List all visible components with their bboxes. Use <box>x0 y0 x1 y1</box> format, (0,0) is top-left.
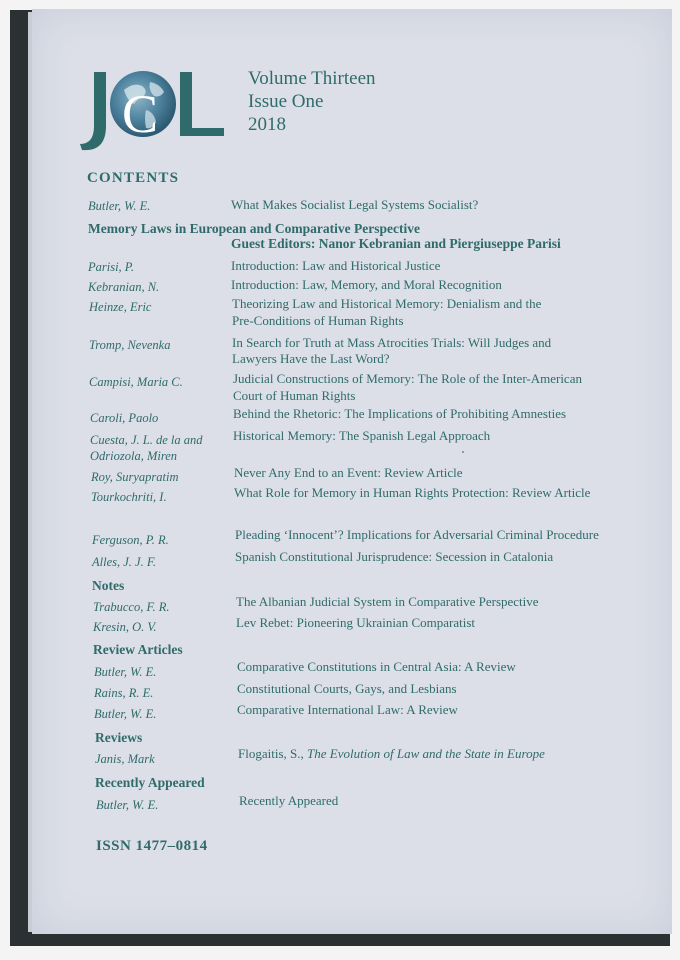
entry-author: Butler, W. E. <box>94 665 157 679</box>
entry-title: Lev Rebet: Pioneering Ukrainian Comparatist <box>236 615 475 630</box>
logo-letter-j <box>80 72 106 150</box>
logo-letter-l <box>180 72 224 136</box>
year-label: 2018 <box>248 114 286 135</box>
entry-author: Cuesta, J. L. de la and <box>90 433 203 447</box>
contents-heading: CONTENTS <box>87 170 180 186</box>
entry-title: What Role for Memory in Human Rights Protection: Review Article <box>234 485 591 500</box>
entry-author: Kresin, O. V. <box>93 620 157 634</box>
entry-author: Butler, W. E. <box>88 199 151 213</box>
entry-author: Trabucco, F. R. <box>93 600 170 614</box>
entry-author: Alles, J. J. F. <box>92 555 156 569</box>
guest-editors: Guest Editors: Nanor Kebranian and Piergiuseppe Parisi <box>231 236 561 251</box>
entry-author: Roy, Suryapratim <box>91 470 179 484</box>
logo-letter-c: C <box>122 84 159 144</box>
issn-label: ISSN 1477–0814 <box>96 838 208 854</box>
recently-appeared-heading: Recently Appeared <box>95 775 205 790</box>
entry-author: Butler, W. E. <box>96 798 159 812</box>
entry-title-cont: Pre-Conditions of Human Rights <box>232 313 404 328</box>
entry-title: Never Any End to an Event: Review Article <box>234 465 463 480</box>
scan-border-bottom <box>0 946 680 960</box>
section-heading: Memory Laws in European and Comparative Perspective <box>88 221 420 236</box>
entry-title: Constitutional Courts, Gays, and Lesbians <box>237 681 457 696</box>
entry-title: Judicial Constructions of Memory: The Role of the Inter-American <box>233 371 582 386</box>
entry-author: Campisi, Maria C. <box>89 375 183 389</box>
scan-border-left <box>0 0 10 960</box>
jcl-logo <box>72 60 232 160</box>
entry-author: Janis, Mark <box>95 752 155 766</box>
entry-author: Butler, W. E. <box>94 707 157 721</box>
scan-speck <box>462 451 464 453</box>
entry-author: Tromp, Nevenka <box>89 338 171 352</box>
entry-author: Rains, R. E. <box>94 686 154 700</box>
entry-title: Introduction: Law and Historical Justice <box>231 258 441 273</box>
entry-author: Kebranian, N. <box>88 280 160 294</box>
entry-title: Behind the Rhetoric: The Implications of Prohibiting Amnesties <box>233 406 567 421</box>
entry-title: Pleading ‘Innocent’? Implications for Adversarial Criminal Procedure <box>235 527 599 542</box>
reviews-heading: Reviews <box>95 730 143 745</box>
entry-title: Comparative International Law: A Review <box>237 702 458 717</box>
entry-title: Introduction: Law, Memory, and Moral Recognition <box>231 277 502 292</box>
entry-title-cont: Court of Human Rights <box>233 388 356 403</box>
entry-title-prefix: Flogaitis, S., <box>238 746 307 761</box>
entry-title: What Makes Socialist Legal Systems Socialist? <box>231 197 479 212</box>
entry-author: Tourkochriti, I. <box>91 490 167 504</box>
entry-author: Caroli, Paolo <box>90 411 159 425</box>
review-articles-heading: Review Articles <box>93 642 183 657</box>
entry-title-book: The Evolution of Law and the State in Europe <box>307 746 545 761</box>
entry-title-cont: Lawyers Have the Last Word? <box>232 351 390 366</box>
entry-title <box>238 746 545 762</box>
entry-title: Comparative Constitutions in Central Asia: A Review <box>237 659 516 674</box>
volume-label: Volume Thirteen <box>248 68 376 89</box>
issue-info <box>248 67 376 136</box>
issue-label: Issue One <box>248 91 324 112</box>
entry-author: Heinze, Eric <box>89 300 152 314</box>
entry-title: Spanish Constitutional Jurisprudence: Secession in Catalonia <box>235 549 554 564</box>
entry-author: Parisi, P. <box>88 260 134 274</box>
entry-title: The Albanian Judicial System in Comparative Perspective <box>236 594 539 609</box>
entry-title: Historical Memory: The Spanish Legal Approach <box>233 428 491 443</box>
entry-author: Ferguson, P. R. <box>92 533 169 547</box>
entry-author-cont: Odriozola, Miren <box>90 449 178 463</box>
entry-title: Recently Appeared <box>239 793 339 808</box>
entry-title: In Search for Truth at Mass Atrocities Trials: Will Judges and <box>232 335 552 350</box>
entry-title: Theorizing Law and Historical Memory: Denialism and the <box>232 296 542 311</box>
notes-heading: Notes <box>92 578 125 593</box>
